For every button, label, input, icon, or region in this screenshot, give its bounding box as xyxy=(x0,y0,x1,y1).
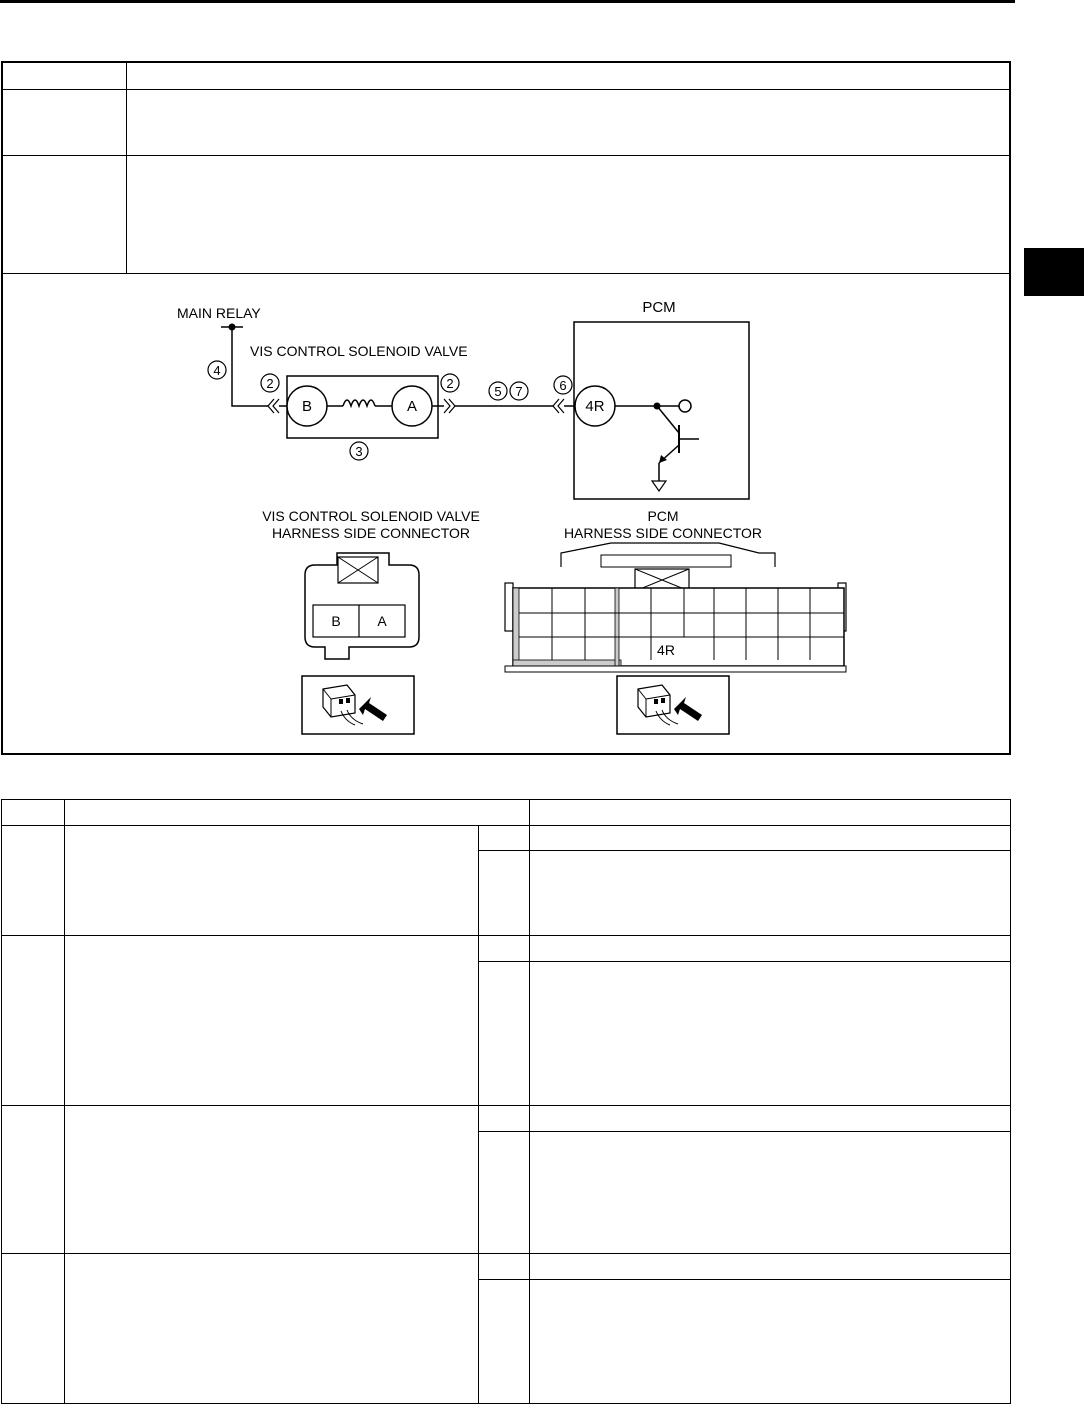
vis-valve-label: VIS CONTROL SOLENOID VALVE xyxy=(250,343,468,359)
pcm-connector-body xyxy=(505,543,846,672)
result-row-divider xyxy=(478,1131,1010,1132)
dtc-info-box xyxy=(1,61,1011,755)
callout-2-label: 2 xyxy=(446,376,454,391)
pcm-probe-view xyxy=(617,676,729,734)
section-tab-marker xyxy=(1024,248,1084,296)
solenoid-coil xyxy=(343,400,375,406)
vis-terminal-a-label: A xyxy=(406,398,418,415)
pcm-connector-title: PCM xyxy=(647,508,679,524)
vis-pin-b-label: B xyxy=(331,613,341,629)
ground-symbol xyxy=(652,481,666,491)
vis-terminal-b-label: B xyxy=(301,398,313,415)
callout-3-label: 3 xyxy=(355,444,363,459)
callout-2-label: 2 xyxy=(266,376,274,391)
result-row-divider xyxy=(478,850,1010,851)
result-row-divider xyxy=(478,1279,1010,1280)
pcm-open-terminal xyxy=(679,400,691,412)
transistor-collector xyxy=(657,406,679,433)
step-row-divider xyxy=(2,1105,1010,1106)
main-relay-label: MAIN RELAY xyxy=(177,305,261,321)
action-column-divider xyxy=(529,800,530,1403)
info-row-detection xyxy=(3,89,1009,156)
vis-probe-view xyxy=(302,676,414,734)
result-row-divider xyxy=(478,961,1010,962)
step-row-divider xyxy=(2,1253,1010,1254)
info-label-cell xyxy=(3,155,127,273)
diagnostic-procedure-table xyxy=(1,799,1011,1404)
page-top-rule xyxy=(0,0,1015,3)
inspection-header-cell xyxy=(65,800,529,825)
action-header-cell xyxy=(530,800,1010,825)
info-text-cell xyxy=(128,63,1009,89)
info-text-cell xyxy=(128,89,1009,155)
vis-connector-title: VIS CONTROL SOLENOID VALVE xyxy=(262,508,480,524)
pcm-connector-subtitle: HARNESS SIDE CONNECTOR xyxy=(563,525,763,541)
result-column-divider xyxy=(478,825,479,1403)
wiring-diagram xyxy=(3,275,1009,753)
info-row-causes xyxy=(3,155,1009,274)
step-header-cell xyxy=(2,800,64,825)
callout-7-label: 7 xyxy=(515,384,523,399)
info-row-header xyxy=(3,63,1009,90)
connector-chevron-left xyxy=(273,399,279,413)
connector-chevron-right xyxy=(444,399,450,413)
main-relay-wire xyxy=(232,327,268,406)
callout-6-label: 6 xyxy=(559,378,567,393)
step-column-divider xyxy=(64,800,65,1403)
info-label-cell xyxy=(3,89,127,155)
vis-pin-a-label: A xyxy=(377,613,387,629)
connector-chevron-pcm xyxy=(558,399,564,413)
table-header-rule xyxy=(2,825,1010,826)
callout-5-label: 5 xyxy=(494,384,502,399)
vis-connector-subtitle: HARNESS SIDE CONNECTOR xyxy=(271,525,471,541)
callout-4-label: 4 xyxy=(213,363,221,378)
pcm-pin-4r-label: 4R xyxy=(657,642,675,658)
pcm-terminal-4r-label: 4R xyxy=(585,398,605,415)
info-text-cell xyxy=(128,155,1009,273)
step-row-divider xyxy=(2,935,1010,936)
pcm-label: PCM xyxy=(642,299,676,316)
info-label-cell xyxy=(3,63,127,89)
